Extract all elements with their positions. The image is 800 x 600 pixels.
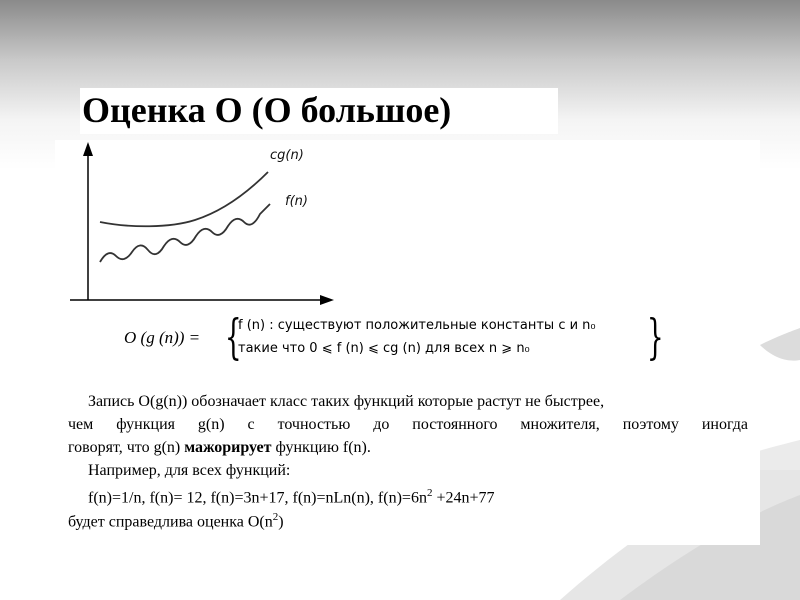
x-axis-arrow bbox=[320, 295, 334, 305]
examples-suffix: +24n+77 bbox=[432, 489, 495, 507]
definition-line-1: f (n) : существуют положительные константы c и n₀ bbox=[238, 318, 596, 333]
examples-exponent: 2 bbox=[426, 487, 433, 499]
slide-title: Оценка О (О большое) bbox=[82, 90, 452, 130]
examples-line bbox=[88, 487, 494, 507]
text-line-4: Например, для всех функций: bbox=[88, 462, 291, 479]
text-line-3 bbox=[68, 439, 748, 457]
f-curve-label: f(n) bbox=[285, 194, 308, 209]
text-bold-term: мажорирует bbox=[184, 439, 272, 456]
text-line-3-suffix: функцию f(n). bbox=[271, 439, 371, 456]
f-curve bbox=[100, 204, 270, 262]
right-brace: } bbox=[646, 309, 664, 365]
definition-lhs: O (g (n)) = bbox=[124, 328, 201, 347]
text-line-6-exponent: 2 bbox=[272, 511, 279, 523]
cg-curve bbox=[100, 172, 268, 226]
text-line-6-suffix: ) bbox=[278, 513, 284, 531]
text-line-3-prefix: говорят, что g(n) bbox=[68, 439, 185, 456]
examples-prefix: f(n)=1/n, f(n)= 12, f(n)=3n+17, f(n)=nLn(n), f(n)=6n bbox=[88, 489, 427, 507]
definition-line-2: такие что 0 ⩽ f (n) ⩽ cg (n) для всех n ⩾ n₀ bbox=[238, 341, 530, 356]
text-line-2: чем функция g(n) с точностью до постоянного множителя, поэтому иногда bbox=[68, 416, 748, 433]
left-brace: { bbox=[224, 309, 242, 365]
text-line-1: Запись O(g(n)) обозначает класс таких функций которые растут не быстрее, bbox=[88, 393, 605, 410]
y-axis-arrow bbox=[83, 142, 93, 156]
cg-curve-label: cg(n) bbox=[270, 148, 304, 163]
text-line-6-prefix: будет справедлива оценка O(n bbox=[68, 513, 273, 531]
text-line-6 bbox=[68, 511, 748, 531]
